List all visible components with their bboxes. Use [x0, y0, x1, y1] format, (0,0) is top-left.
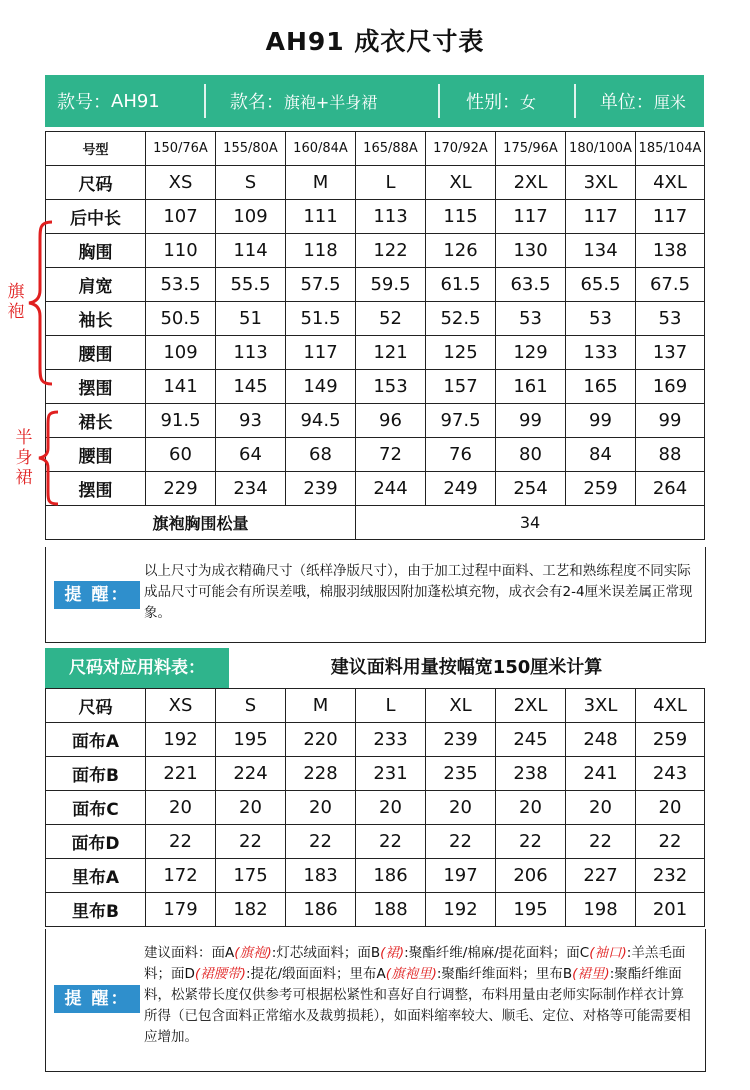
- fabric-part-label: (袖口): [589, 945, 627, 961]
- table-cell: 137: [636, 336, 705, 370]
- row-label: 号型: [46, 132, 146, 166]
- table-cell: 63.5: [496, 268, 566, 302]
- table-cell: 228: [286, 757, 356, 791]
- table-cell: 20: [356, 791, 426, 825]
- table-cell: 195: [216, 723, 286, 757]
- row-label: 里布B: [46, 893, 146, 927]
- table-row: [46, 302, 705, 336]
- table-cell: 186: [286, 893, 356, 927]
- table-cell: 157: [426, 370, 496, 404]
- table-cell: 129: [496, 336, 566, 370]
- row-label: 后中长: [46, 200, 146, 234]
- table-cell: 245: [496, 723, 566, 757]
- notice-text-segment: 建议面料：面A: [144, 945, 235, 961]
- row-label: 面布B: [46, 757, 146, 791]
- table-cell: S: [216, 166, 286, 200]
- qipao-group-label: 旗袍: [7, 282, 25, 322]
- fabric-section-header: [45, 648, 704, 688]
- table-cell: 51.5: [286, 302, 356, 336]
- fabric-part-label: (裙腰带): [194, 966, 246, 982]
- table-cell: 99: [636, 404, 705, 438]
- table-cell: 2XL: [496, 166, 566, 200]
- table-cell: 155/80A: [216, 132, 286, 166]
- table-row: [46, 893, 705, 927]
- table-cell: 235: [426, 757, 496, 791]
- table-cell: M: [286, 166, 356, 200]
- fabric-section-tag: 尺码对应用料表：: [45, 648, 229, 688]
- table-cell: 180/100A: [566, 132, 636, 166]
- fabric-part-label: (裙里): [572, 966, 610, 982]
- skirt-bracket: [36, 410, 60, 506]
- table-cell: 80: [496, 438, 566, 472]
- style-number-cell: [45, 75, 204, 127]
- table-cell: 141: [146, 370, 216, 404]
- table-cell: 182: [216, 893, 286, 927]
- style-number-label: 款号：: [57, 92, 111, 113]
- table-cell: L: [356, 166, 426, 200]
- table-cell: 53: [566, 302, 636, 336]
- size-row: [46, 166, 705, 200]
- table-cell: 197: [426, 859, 496, 893]
- table-cell: 227: [566, 859, 636, 893]
- table-cell: 65.5: [566, 268, 636, 302]
- table-cell: 239: [286, 472, 356, 506]
- row-label: 胸围: [46, 234, 146, 268]
- unit-cell: [576, 75, 704, 127]
- table-cell: 145: [216, 370, 286, 404]
- table-cell: 150/76A: [146, 132, 216, 166]
- unit-label: 单位：: [599, 92, 654, 113]
- table-cell: 133: [566, 336, 636, 370]
- table-cell: 22: [356, 825, 426, 859]
- notice-tag-1: 提 醒：: [54, 581, 140, 609]
- table-cell: 249: [426, 472, 496, 506]
- table-cell: 229: [146, 472, 216, 506]
- table-cell: 192: [426, 893, 496, 927]
- table-cell: 259: [566, 472, 636, 506]
- notice-text-segment: :聚酯纤维面料；里布B: [436, 966, 573, 982]
- row-label: 摆围: [46, 472, 146, 506]
- size-chart-table: [45, 131, 705, 540]
- table-cell: 22: [426, 825, 496, 859]
- table-cell: 60: [146, 438, 216, 472]
- table-cell: 93: [216, 404, 286, 438]
- table-cell: 111: [286, 200, 356, 234]
- table-cell: 238: [496, 757, 566, 791]
- table-cell: 96: [356, 404, 426, 438]
- table-cell: 122: [356, 234, 426, 268]
- table-cell: 52.5: [426, 302, 496, 336]
- table-cell: 234: [216, 472, 286, 506]
- table-cell: 160/84A: [286, 132, 356, 166]
- table-cell: 67.5: [636, 268, 705, 302]
- table-cell: 53: [636, 302, 705, 336]
- table-cell: 91.5: [146, 404, 216, 438]
- fabric-part-label: (旗袍): [234, 945, 272, 961]
- table-cell: 259: [636, 723, 705, 757]
- table-cell: 84: [566, 438, 636, 472]
- table-cell: 20: [146, 791, 216, 825]
- table-cell: 117: [636, 200, 705, 234]
- table-row: [46, 336, 705, 370]
- table-cell: S: [216, 689, 286, 723]
- size-row: [46, 689, 705, 723]
- table-cell: 61.5: [426, 268, 496, 302]
- table-cell: 20: [286, 791, 356, 825]
- row-label: 袖长: [46, 302, 146, 336]
- qipao-bracket: [26, 220, 56, 386]
- table-cell: 233: [356, 723, 426, 757]
- fabric-section-subtitle: 建议面料用量按幅宽150厘米计算: [330, 657, 603, 678]
- table-cell: 224: [216, 757, 286, 791]
- table-cell: 22: [496, 825, 566, 859]
- table-cell: 183: [286, 859, 356, 893]
- table-cell: 22: [146, 825, 216, 859]
- table-cell: 109: [146, 336, 216, 370]
- row-label: 面布C: [46, 791, 146, 825]
- table-row: [46, 404, 705, 438]
- table-cell: 2XL: [496, 689, 566, 723]
- table-cell: 4XL: [636, 166, 705, 200]
- table-cell: 115: [426, 200, 496, 234]
- table-cell: 59.5: [356, 268, 426, 302]
- table-cell: 20: [426, 791, 496, 825]
- ease-row: [46, 506, 705, 540]
- table-cell: 118: [286, 234, 356, 268]
- notice-box-2: [45, 929, 706, 1072]
- table-cell: 51: [216, 302, 286, 336]
- row-label: 腰围: [46, 336, 146, 370]
- model-row: [46, 132, 705, 166]
- notice-text-segment: :灯芯绒面料；面B: [271, 945, 381, 961]
- table-row: [46, 268, 705, 302]
- table-cell: 22: [566, 825, 636, 859]
- table-cell: 175/96A: [496, 132, 566, 166]
- row-label: 面布D: [46, 825, 146, 859]
- table-row: [46, 200, 705, 234]
- table-cell: 172: [146, 859, 216, 893]
- table-cell: 57.5: [286, 268, 356, 302]
- gender-cell: [440, 75, 574, 127]
- table-cell: 121: [356, 336, 426, 370]
- table-cell: 114: [216, 234, 286, 268]
- table-cell: 76: [426, 438, 496, 472]
- table-cell: 130: [496, 234, 566, 268]
- table-cell: 3XL: [566, 166, 636, 200]
- table-cell: 232: [636, 859, 705, 893]
- table-cell: 161: [496, 370, 566, 404]
- fabric-usage-table: [45, 688, 705, 927]
- row-label: 里布A: [46, 859, 146, 893]
- notice-text-2: [144, 943, 696, 1048]
- table-row: [46, 438, 705, 472]
- table-cell: 206: [496, 859, 566, 893]
- product-info-bar: [45, 75, 704, 127]
- table-cell: XS: [146, 689, 216, 723]
- notice-box-1: [45, 547, 706, 643]
- table-cell: 117: [286, 336, 356, 370]
- table-row: [46, 825, 705, 859]
- style-number-value: AH91: [111, 90, 160, 112]
- table-cell: 170/92A: [426, 132, 496, 166]
- style-name-label: 款名：: [229, 92, 284, 113]
- row-label: 肩宽: [46, 268, 146, 302]
- table-cell: 264: [636, 472, 705, 506]
- fabric-part-label: (裙): [380, 945, 405, 961]
- table-cell: XS: [146, 166, 216, 200]
- skirt-group-label: 半身裙: [15, 428, 33, 488]
- gender-label: 性别：: [466, 92, 521, 113]
- notice-tag-2: 提 醒：: [54, 985, 140, 1013]
- table-cell: 20: [636, 791, 705, 825]
- page-title: AH91 成衣尺寸表: [265, 27, 485, 56]
- table-cell: 165/88A: [356, 132, 426, 166]
- table-cell: 126: [426, 234, 496, 268]
- table-cell: 153: [356, 370, 426, 404]
- notice-text-1: 以上尺寸为成衣精确尺寸（纸样净版尺寸），由于加工过程中面料、工艺和熟练程度不同实际成品尺寸可能会有所误差哦，棉服羽绒服因附加蓬松填充物，成衣会有2-4厘米误差属正常现象。: [144, 563, 693, 621]
- table-cell: 20: [496, 791, 566, 825]
- table-cell: 109: [216, 200, 286, 234]
- table-cell: 20: [566, 791, 636, 825]
- fabric-part-label: (旗袍里): [385, 966, 437, 982]
- table-cell: M: [286, 689, 356, 723]
- table-cell: 113: [356, 200, 426, 234]
- table-cell: 134: [566, 234, 636, 268]
- table-cell: 241: [566, 757, 636, 791]
- table-cell: 99: [566, 404, 636, 438]
- ease-value: 34: [356, 506, 705, 540]
- row-label: 摆围: [46, 370, 146, 404]
- table-cell: 186: [356, 859, 426, 893]
- table-cell: 55.5: [216, 268, 286, 302]
- table-cell: 117: [566, 200, 636, 234]
- table-cell: 125: [426, 336, 496, 370]
- table-cell: 248: [566, 723, 636, 757]
- row-label: 尺码: [46, 166, 146, 200]
- table-cell: 22: [286, 825, 356, 859]
- table-cell: 64: [216, 438, 286, 472]
- table-cell: 185/104A: [636, 132, 705, 166]
- table-row: [46, 472, 705, 506]
- table-cell: 22: [636, 825, 705, 859]
- notice-text-segment: :提花/缎面面料；里布A: [245, 966, 386, 982]
- table-cell: 117: [496, 200, 566, 234]
- table-cell: 244: [356, 472, 426, 506]
- table-cell: 169: [636, 370, 705, 404]
- row-label: 尺码: [46, 689, 146, 723]
- gender-value: 女: [520, 92, 537, 112]
- table-cell: 52: [356, 302, 426, 336]
- table-cell: 4XL: [636, 689, 705, 723]
- row-label: 腰围: [46, 438, 146, 472]
- table-cell: 231: [356, 757, 426, 791]
- row-label: 面布A: [46, 723, 146, 757]
- table-cell: 198: [566, 893, 636, 927]
- table-cell: 20: [216, 791, 286, 825]
- table-cell: 175: [216, 859, 286, 893]
- style-name-cell: [206, 75, 438, 127]
- table-cell: 53.5: [146, 268, 216, 302]
- ease-label: 旗袍胸围松量: [46, 506, 356, 540]
- table-cell: 165: [566, 370, 636, 404]
- table-cell: 221: [146, 757, 216, 791]
- unit-value: 厘米: [653, 92, 686, 112]
- table-cell: 138: [636, 234, 705, 268]
- table-cell: 107: [146, 200, 216, 234]
- table-cell: 72: [356, 438, 426, 472]
- table-row: [46, 859, 705, 893]
- table-cell: 99: [496, 404, 566, 438]
- table-cell: 94.5: [286, 404, 356, 438]
- table-cell: L: [356, 689, 426, 723]
- table-cell: XL: [426, 689, 496, 723]
- table-row: [46, 370, 705, 404]
- table-cell: 50.5: [146, 302, 216, 336]
- table-cell: 97.5: [426, 404, 496, 438]
- table-cell: 201: [636, 893, 705, 927]
- notice-text-segment: :聚酯纤维面料，松紧带长度仅供参考可根据松紧性和喜好自行调整，布料用量由老师实际制作样衣计算所得（已包含面料正常缩水及裁剪损耗），如面料缩率较大、顺毛、定位、对格等可能需要相应增加。: [144, 966, 691, 1045]
- table-cell: 188: [356, 893, 426, 927]
- notice-text-segment: :羊羔毛面料；面D: [144, 945, 686, 982]
- table-cell: 239: [426, 723, 496, 757]
- table-cell: 220: [286, 723, 356, 757]
- table-cell: XL: [426, 166, 496, 200]
- style-name-value: 旗袍+半身裙: [283, 92, 378, 112]
- table-cell: 68: [286, 438, 356, 472]
- table-cell: 243: [636, 757, 705, 791]
- table-row: [46, 757, 705, 791]
- table-cell: 192: [146, 723, 216, 757]
- table-cell: 149: [286, 370, 356, 404]
- table-row: [46, 723, 705, 757]
- table-cell: 88: [636, 438, 705, 472]
- table-row: [46, 234, 705, 268]
- notice-text-segment: :聚酯纤维/棉麻/提花面料；面C: [404, 945, 590, 961]
- table-row: [46, 791, 705, 825]
- table-cell: 110: [146, 234, 216, 268]
- table-cell: 3XL: [566, 689, 636, 723]
- table-cell: 113: [216, 336, 286, 370]
- row-label: 裙长: [46, 404, 146, 438]
- table-cell: 22: [216, 825, 286, 859]
- table-cell: 53: [496, 302, 566, 336]
- table-cell: 254: [496, 472, 566, 506]
- table-cell: 179: [146, 893, 216, 927]
- table-cell: 195: [496, 893, 566, 927]
